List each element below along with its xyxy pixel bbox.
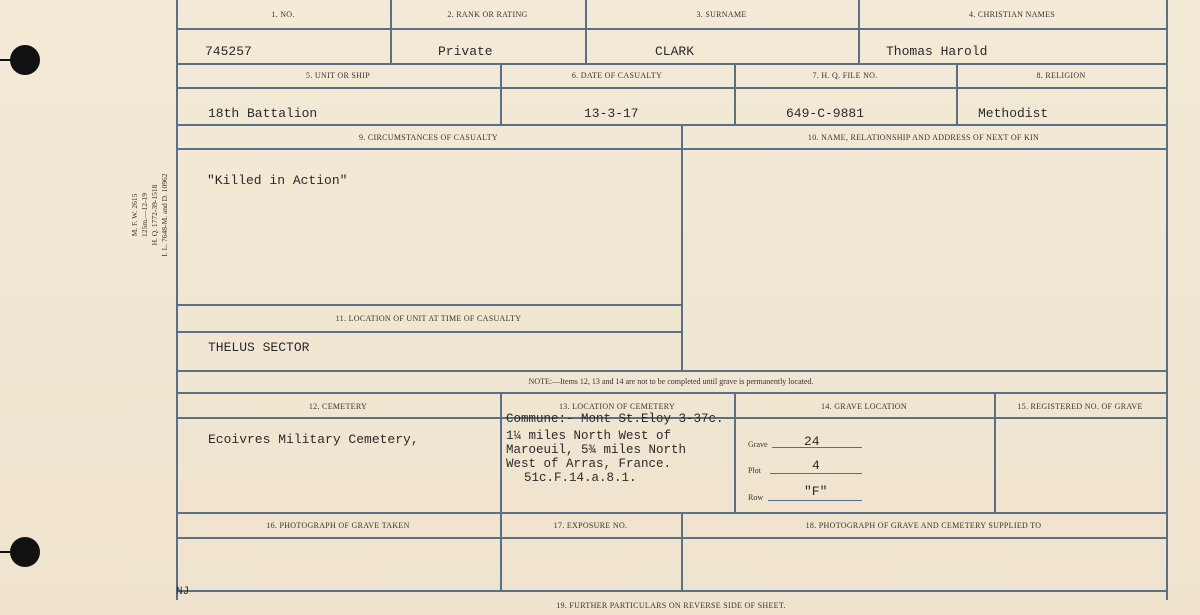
row-value: "F" (804, 484, 828, 499)
header-no: 1. NO. (271, 10, 295, 19)
row-label: Row (748, 493, 764, 502)
grave-value: 24 (804, 434, 820, 449)
location-line: Commune:- Mont St.Eloy 3-37c. (506, 412, 724, 426)
header-surname: 3. SURNAME (696, 10, 747, 19)
header-unit: 5. UNIT OR SHIP (306, 71, 370, 80)
header-file: 7. H. Q. FILE NO. (812, 71, 878, 80)
religion-value: Methodist (978, 106, 1049, 121)
header-photo-supplied: 18. PHOTOGRAPH OF GRAVE AND CEMETERY SUPPLIED TO (805, 521, 1042, 530)
location-line: Maroeuil, 5¾ miles North (506, 443, 687, 457)
rule (681, 124, 683, 370)
location-unit-value: THELUS SECTOR (208, 340, 310, 355)
rule (770, 473, 862, 474)
header-circumstances: 9. CIRCUMSTANCES OF CASUALTY (358, 133, 499, 142)
header-location-cemetery: 13. LOCATION OF CEMETERY (558, 402, 676, 411)
punch-hole (10, 45, 40, 75)
surname-value: CLARK (655, 44, 695, 59)
location-line: 51c.F.14.a.8.1. (524, 471, 637, 485)
location-line: West of Arras, France. (506, 457, 672, 471)
header-registered-no: 15. REGISTERED NO. OF GRAVE (1017, 402, 1143, 411)
service-number: 745257 (205, 44, 252, 59)
border-left (176, 0, 178, 600)
header-location-unit: 11. LOCATION OF UNIT AT TIME OF CASUALTY (335, 314, 522, 323)
rule (176, 124, 1166, 126)
circumstances-value: "Killed in Action" (207, 173, 348, 188)
rank-value: Private (438, 44, 493, 59)
rule (176, 512, 1166, 514)
border-right (1166, 0, 1168, 600)
header-next-of-kin: 10. NAME, RELATIONSHIP AND ADDRESS OF NEXT OF KIN (807, 133, 1040, 142)
file-value: 649-C-9881 (786, 106, 865, 121)
header-exposure: 17. EXPOSURE NO. (553, 521, 628, 530)
plot-value: 4 (812, 458, 820, 473)
header-religion: 8. RELIGION (1036, 71, 1086, 80)
header-grave-location: 14. GRAVE LOCATION (821, 402, 907, 411)
rule (176, 87, 1166, 89)
rule (176, 331, 681, 333)
header-christian-names: 4. CHRISTIAN NAMES (968, 10, 1056, 19)
rule (176, 590, 1166, 592)
form-codes: M. F. W. 2615 125m.—12-19 H. Q. 1772-39-1518 I. L. 7648-M. and D. 10962 (130, 173, 169, 257)
unit-value: 18th Battalion (208, 106, 318, 121)
rule (176, 304, 681, 306)
header-rank: 2. RANK OR RATING (447, 10, 528, 19)
rule (176, 537, 1166, 539)
location-line: 1¼ miles North West of (506, 429, 672, 443)
rule (176, 148, 1166, 150)
footer-further-particulars: 19. FURTHER PARTICULARS ON REVERSE SIDE OF SHEET. (556, 601, 786, 610)
completion-note: NOTE:—Items 12, 13 and 14 are not to be completed until grave is permanently located. (528, 377, 814, 386)
header-date: 6. DATE OF CASUALTY (571, 71, 663, 80)
rule (176, 63, 1166, 65)
rule (176, 392, 1166, 394)
plot-label: Plot (748, 466, 761, 475)
rule (176, 370, 1166, 372)
header-photo-taken: 16. PHOTOGRAPH OF GRAVE TAKEN (266, 521, 410, 530)
rule (768, 500, 862, 501)
rule (176, 28, 1166, 30)
cemetery-value: Ecoivres Military Cemetery, (208, 432, 419, 447)
punch-hole (10, 537, 40, 567)
date-value: 13-3-17 (584, 106, 639, 121)
header-cemetery: 12. CEMETERY (308, 402, 368, 411)
grave-label: Grave (748, 440, 768, 449)
christian-names-value: Thomas Harold (886, 44, 988, 59)
clerk-initials: NJ (176, 586, 190, 598)
